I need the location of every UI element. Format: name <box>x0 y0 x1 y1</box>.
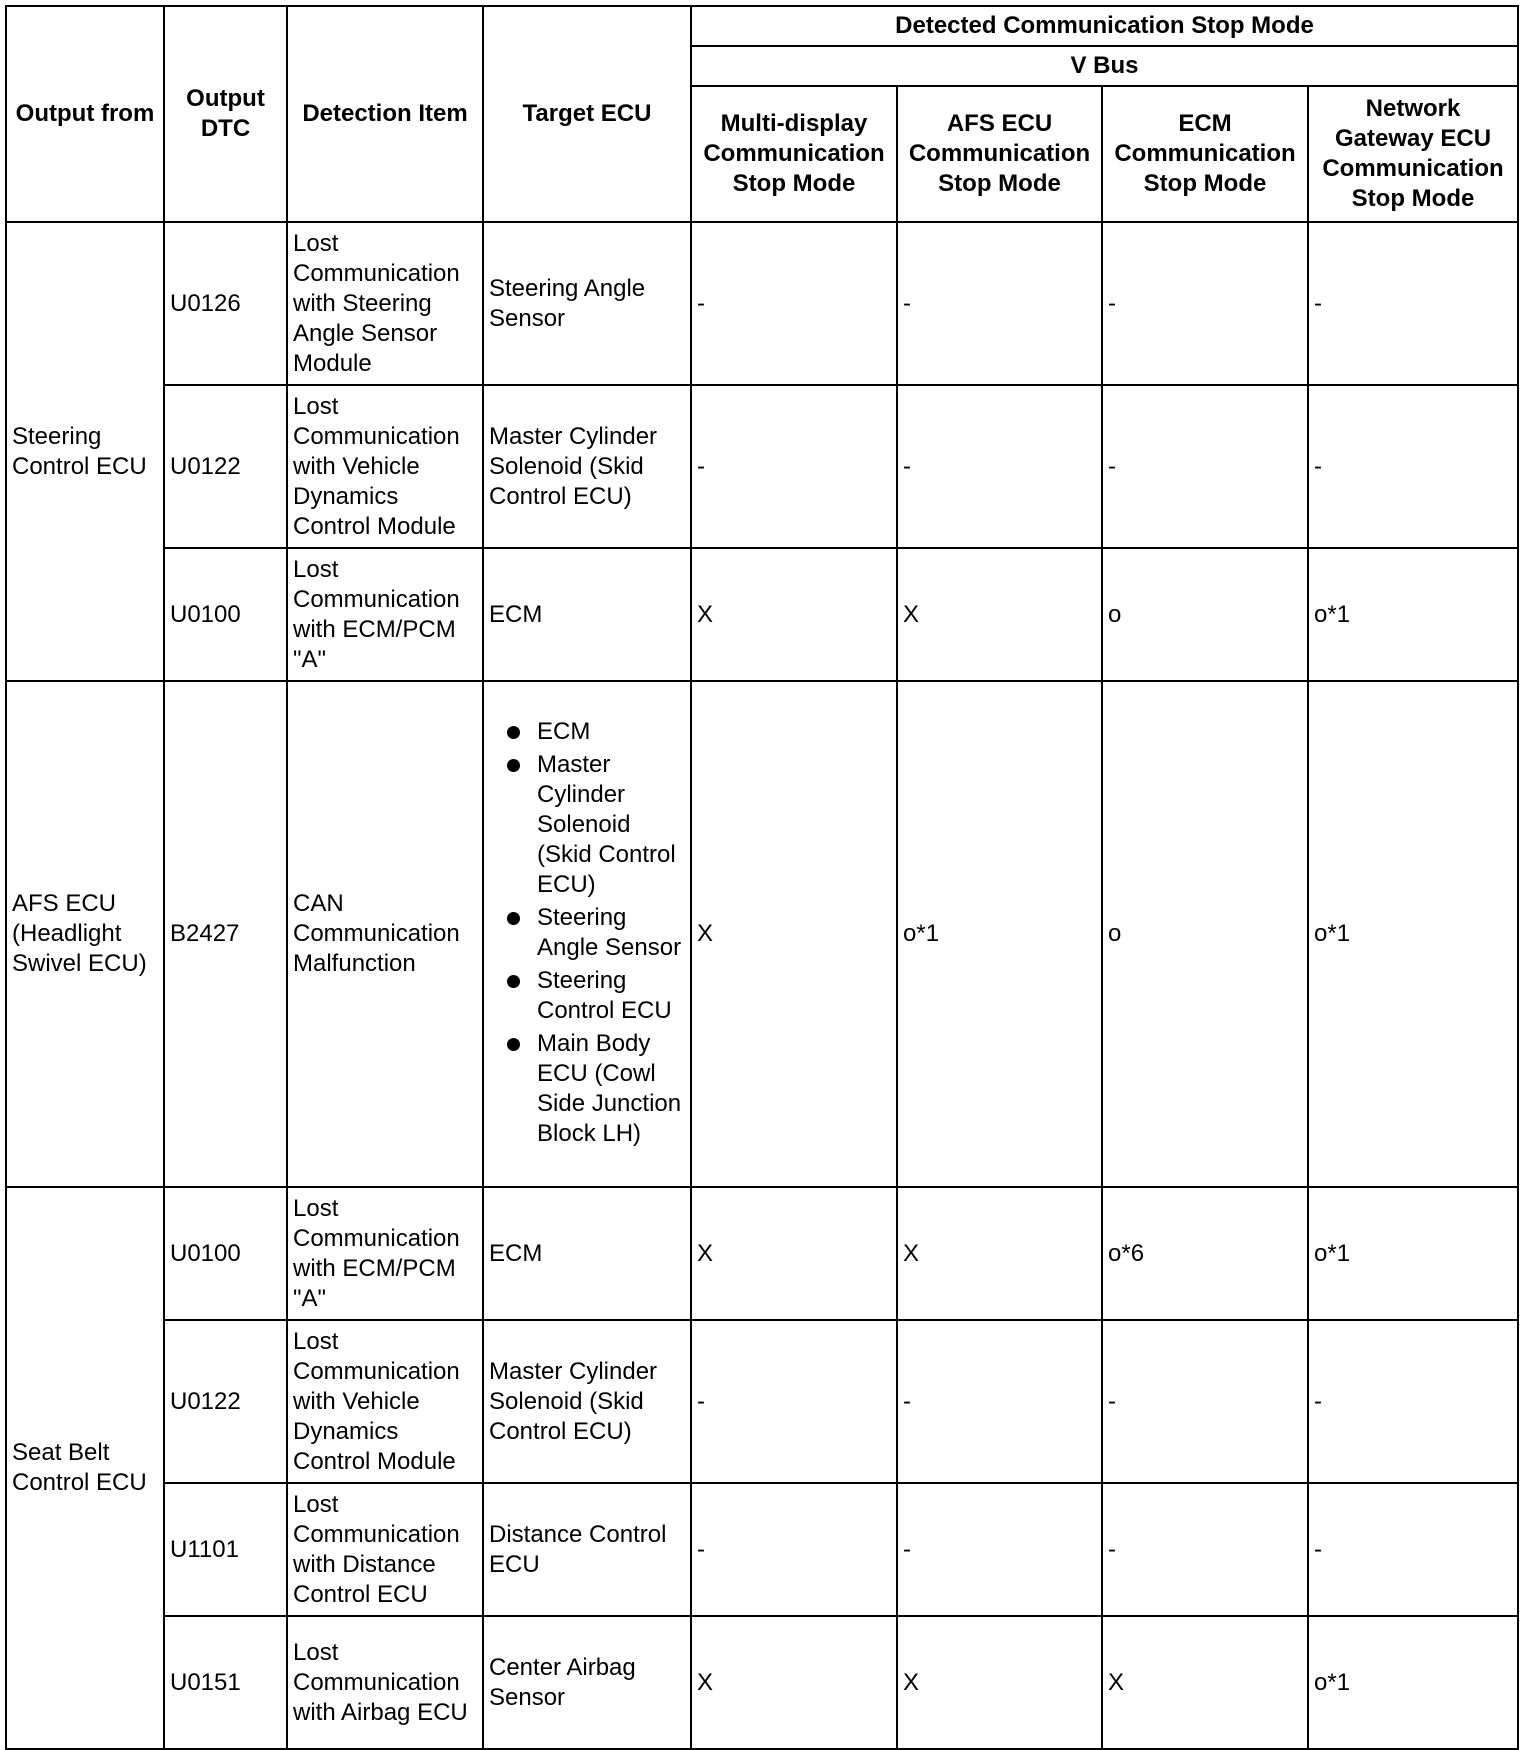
mode-network-gateway-cell: - <box>1308 1483 1518 1616</box>
target-ecu-cell: Steering Angle Sensor <box>483 222 691 385</box>
dtc-cell: U0100 <box>164 1187 287 1320</box>
mode-afs-ecu-cell: - <box>897 222 1102 385</box>
target-ecu-cell: Center Airbag Sensor <box>483 1616 691 1749</box>
mode-network-gateway-cell: - <box>1308 1320 1518 1483</box>
header-detection-item: Detection Item <box>287 6 483 222</box>
list-item-text: Steering Angle Sensor <box>537 903 682 961</box>
header-mode-ecm: ECM Communication Stop Mode <box>1102 86 1308 222</box>
target-ecu-cell: ECM <box>483 548 691 681</box>
header-mode-afs-ecu: AFS ECU Communication Stop Mode <box>897 86 1102 222</box>
target-ecu-cell: Master Cylinder Solenoid (Skid Control ECU) <box>483 385 691 548</box>
mode-multi-display-cell: X <box>691 1616 897 1749</box>
target-ecu-list <box>489 717 685 1149</box>
table-row <box>6 222 1518 385</box>
mode-multi-display-cell: - <box>691 1320 897 1483</box>
mode-afs-ecu-cell: o*1 <box>897 681 1102 1187</box>
list-item-text: Steering Control ECU <box>537 966 672 1024</box>
detection-item-cell: Lost Communication with ECM/PCM "A" <box>287 1187 483 1320</box>
list-item <box>489 717 685 747</box>
detection-item-cell: Lost Communication with ECM/PCM "A" <box>287 548 483 681</box>
mode-ecm-cell: - <box>1102 1320 1308 1483</box>
mode-network-gateway-cell: - <box>1308 385 1518 548</box>
table-row <box>6 1616 1518 1749</box>
list-item <box>489 966 685 1026</box>
mode-multi-display-cell: X <box>691 681 897 1187</box>
bullet-icon <box>507 759 520 772</box>
mode-ecm-cell: o <box>1102 681 1308 1187</box>
header-target-ecu: Target ECU <box>483 6 691 222</box>
table-row <box>6 681 1518 1187</box>
table-row <box>6 1483 1518 1616</box>
table-body <box>6 222 1518 1749</box>
list-item <box>489 903 685 963</box>
mode-afs-ecu-cell: X <box>897 548 1102 681</box>
header-output-from: Output from <box>6 6 164 222</box>
list-item-text: Master Cylinder Solenoid (Skid Control ECU) <box>537 750 676 898</box>
dtc-cell: U1101 <box>164 1483 287 1616</box>
bullet-icon <box>507 912 520 925</box>
header-output-dtc: Output DTC <box>164 6 287 222</box>
table-row <box>6 548 1518 681</box>
output-from-cell: Seat Belt Control ECU <box>6 1187 164 1749</box>
mode-afs-ecu-cell: - <box>897 385 1102 548</box>
detection-item-cell: Lost Communication with Steering Angle Sensor Module <box>287 222 483 385</box>
mode-network-gateway-cell: o*1 <box>1308 1187 1518 1320</box>
mode-ecm-cell: X <box>1102 1616 1308 1749</box>
list-item-text: Main Body ECU (Cowl Side Junction Block LH) <box>537 1029 682 1147</box>
mode-network-gateway-cell: o*1 <box>1308 681 1518 1187</box>
dtc-cell: U0126 <box>164 222 287 385</box>
detection-item-cell: Lost Communication with Vehicle Dynamics Control Module <box>287 385 483 548</box>
dtc-cell: U0122 <box>164 385 287 548</box>
bullet-icon <box>507 1038 520 1051</box>
list-item <box>489 750 685 900</box>
mode-network-gateway-cell: o*1 <box>1308 1616 1518 1749</box>
target-ecu-cell: Distance Control ECU <box>483 1483 691 1616</box>
target-ecu-cell: ECM <box>483 1187 691 1320</box>
dtc-communication-stop-table <box>5 5 1519 1750</box>
detection-item-cell: Lost Communication with Distance Control ECU <box>287 1483 483 1616</box>
mode-afs-ecu-cell: - <box>897 1483 1102 1616</box>
bullet-icon <box>507 726 520 739</box>
detection-item-cell: CAN Communication Malfunction <box>287 681 483 1187</box>
header-mode-multi-display: Multi-display Communication Stop Mode <box>691 86 897 222</box>
mode-network-gateway-cell: o*1 <box>1308 548 1518 681</box>
dtc-cell: U0100 <box>164 548 287 681</box>
mode-multi-display-cell: - <box>691 385 897 548</box>
table-row <box>6 1187 1518 1320</box>
mode-network-gateway-cell: - <box>1308 222 1518 385</box>
table-row <box>6 1320 1518 1483</box>
mode-ecm-cell: o*6 <box>1102 1187 1308 1320</box>
mode-multi-display-cell: X <box>691 1187 897 1320</box>
mode-ecm-cell: - <box>1102 385 1308 548</box>
header-mode-network-gateway: Network Gateway ECU Communication Stop Mode <box>1308 86 1518 222</box>
list-item-text: ECM <box>537 717 591 745</box>
table-row <box>6 385 1518 548</box>
mode-multi-display-cell: - <box>691 222 897 385</box>
header-v-bus: V Bus <box>691 46 1518 86</box>
mode-afs-ecu-cell: - <box>897 1320 1102 1483</box>
bullet-icon <box>507 975 520 988</box>
list-item <box>489 1029 685 1149</box>
table-header <box>6 6 1518 222</box>
mode-multi-display-cell: - <box>691 1483 897 1616</box>
mode-ecm-cell: o <box>1102 548 1308 681</box>
dtc-cell: U0122 <box>164 1320 287 1483</box>
header-detected-stop-mode: Detected Communication Stop Mode <box>691 6 1518 46</box>
mode-afs-ecu-cell: X <box>897 1187 1102 1320</box>
mode-afs-ecu-cell: X <box>897 1616 1102 1749</box>
detection-item-cell: Lost Communication with Vehicle Dynamics Control Module <box>287 1320 483 1483</box>
target-ecu-cell: Master Cylinder Solenoid (Skid Control ECU) <box>483 1320 691 1483</box>
dtc-cell: U0151 <box>164 1616 287 1749</box>
mode-ecm-cell: - <box>1102 1483 1308 1616</box>
dtc-cell: B2427 <box>164 681 287 1187</box>
mode-multi-display-cell: X <box>691 548 897 681</box>
output-from-cell: Steering Control ECU <box>6 222 164 681</box>
output-from-cell: AFS ECU (Headlight Swivel ECU) <box>6 681 164 1187</box>
mode-ecm-cell: - <box>1102 222 1308 385</box>
detection-item-cell: Lost Communication with Airbag ECU <box>287 1616 483 1749</box>
target-ecu-list-cell <box>483 681 691 1187</box>
